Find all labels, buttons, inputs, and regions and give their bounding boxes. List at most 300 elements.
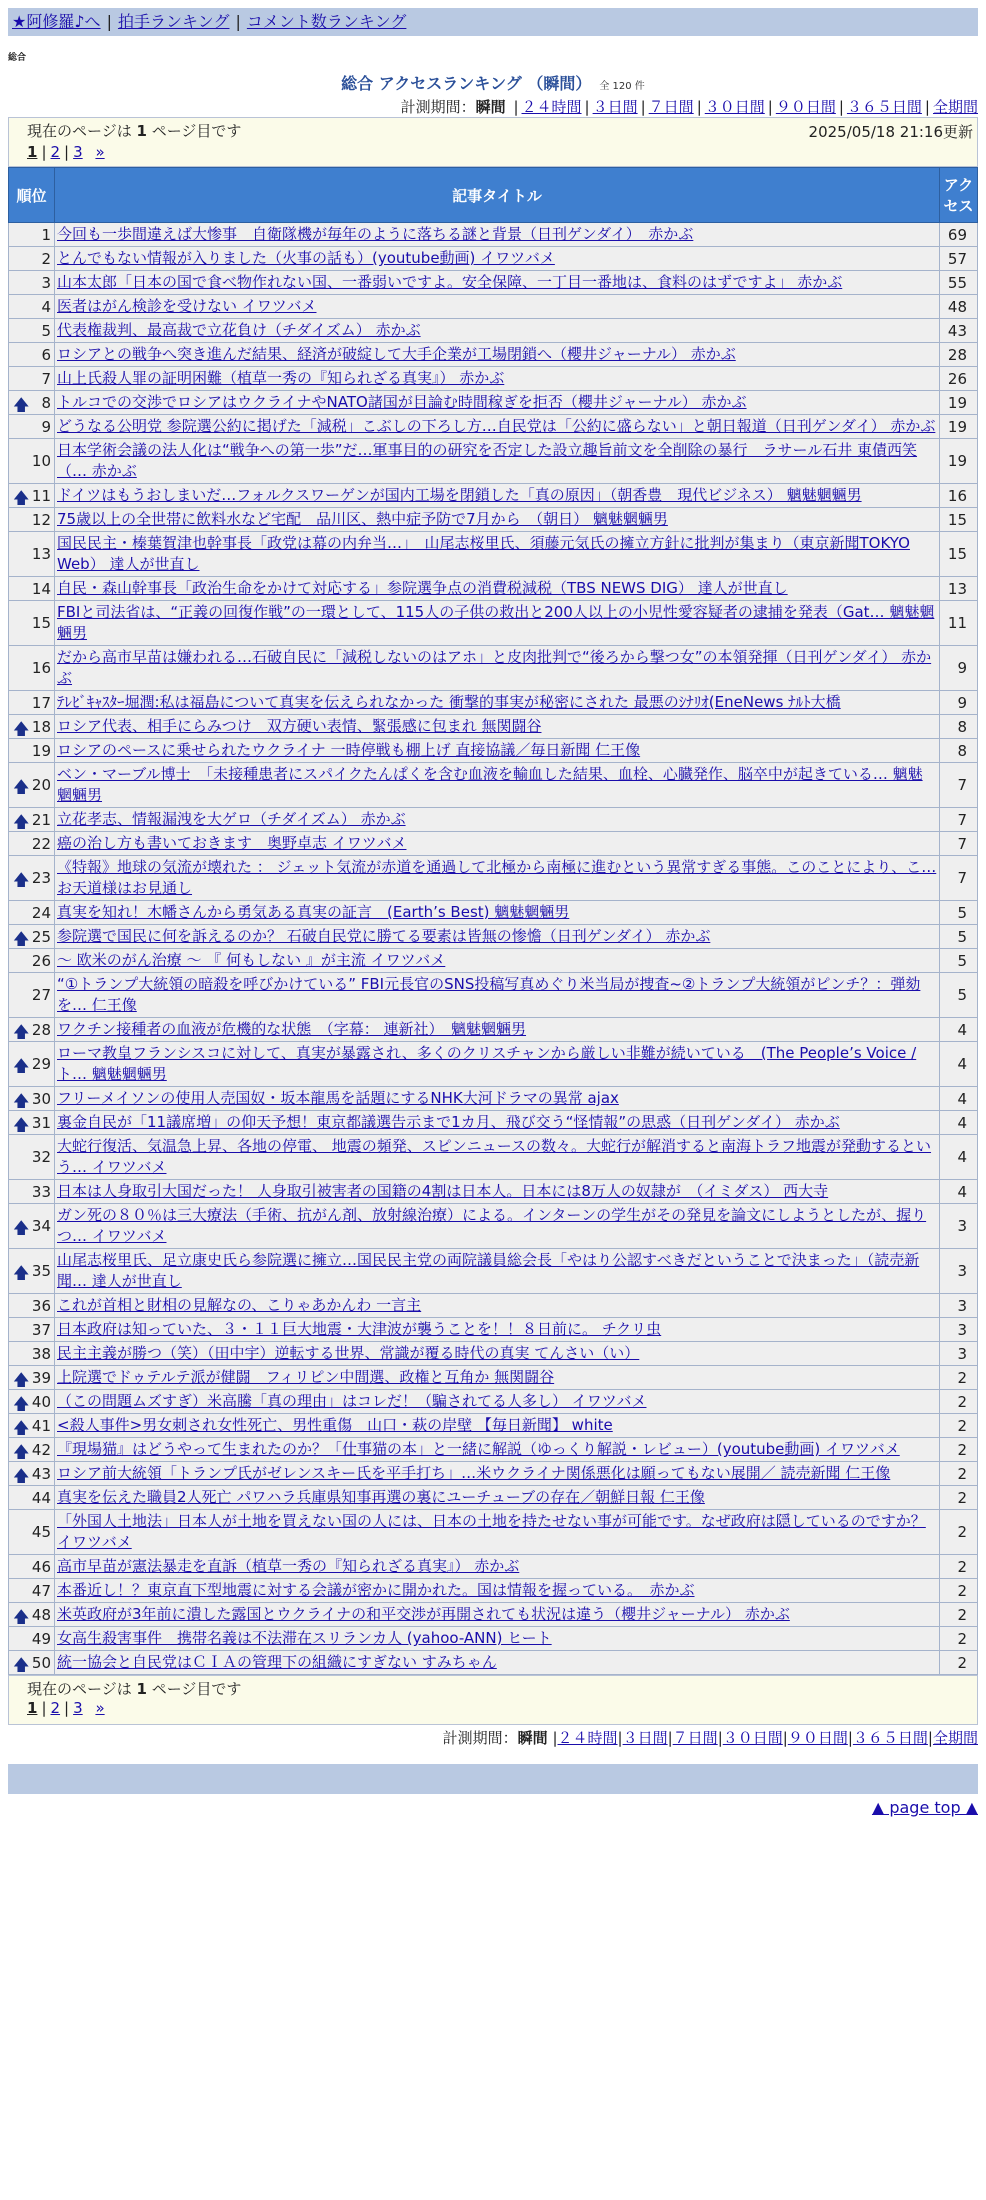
pager <box>27 143 977 161</box>
access-count: 2 <box>940 1603 978 1627</box>
rank-cell <box>9 715 55 739</box>
up-arrow-icon: 🡅 <box>13 1090 30 1110</box>
article-link[interactable]: 統一協会と自民党はＣＩＡの管理下の組織にすぎない すみちゃん <box>57 1653 497 1671</box>
rank-cell <box>9 439 55 484</box>
article-link[interactable]: ﾃﾚﾋﾞｷｬｽﾀｰ堀潤:私は福島について真実を伝えられなかった 衝撃的事実が秘密にされた 最悪のｼﾅﾘｵ(EneNews ﾅﾙﾄ大橋 <box>57 693 841 711</box>
up-arrow-icon: 🡅 <box>13 1114 30 1134</box>
rank-cell <box>9 577 55 601</box>
pager-separator: | <box>41 1699 47 1717</box>
rank-cell <box>9 1390 55 1414</box>
pager-separator: | <box>64 143 70 161</box>
rank-cell <box>9 1627 55 1651</box>
up-arrow-icon: 🡅 <box>13 1369 30 1389</box>
rank-cell <box>9 1180 55 1204</box>
table-row <box>9 415 978 439</box>
rank-number: 12 <box>31 510 51 529</box>
article-link[interactable]: どうなる公明党 参院選公約に掲げた「減税」こぶしの下ろし方…自民党は「公約に盛らない」と朝日報道（日刊ゲンダイ） 赤かぶ <box>57 417 936 435</box>
access-count: 26 <box>940 367 978 391</box>
title-cell <box>55 415 940 439</box>
table-row <box>9 1462 978 1486</box>
pager-link[interactable]: 2 <box>50 1699 61 1717</box>
period-link[interactable]: ２４時間 <box>521 98 582 116</box>
title-cell <box>55 739 940 763</box>
article-link[interactable]: 医者はがん検診を受けない イワツバメ <box>57 297 317 315</box>
pager-bottom <box>27 1699 977 1717</box>
title-cell <box>55 1180 940 1204</box>
article-link[interactable]: <殺人事件>男女刺され女性死亡、男性重傷 山口・萩の岸壁 【毎日新聞】 white <box>57 1416 613 1434</box>
rank-number: 35 <box>31 1262 51 1280</box>
nav-comment-ranking-link[interactable]: コメント数ランキング <box>246 12 407 31</box>
access-count: 3 <box>940 1249 978 1294</box>
access-count: 3 <box>940 1204 978 1249</box>
article-link[interactable]: 大蛇行復活、気温急上昇、各地の停電、 地震の頻発、スピンニュースの数々。大蛇行が解消すると南海トラフ地震が発動するという… イワツバメ <box>57 1137 932 1176</box>
period-link[interactable]: ３６５日間 <box>846 98 922 116</box>
rank-cell <box>9 808 55 832</box>
page-top-link[interactable]: ▲ page top ▲ <box>871 1798 978 1817</box>
rank-cell <box>9 949 55 973</box>
rank-number: 17 <box>31 693 51 712</box>
access-count: 4 <box>940 1018 978 1042</box>
title-cell <box>55 223 940 247</box>
rank-number: 20 <box>31 776 51 794</box>
article-link[interactable]: 日本は人身取引大国だった！ 人身取引被害者の国籍の4割は日本人。日本には8万人の奴隷が （イミダス） 西大寺 <box>57 1182 829 1200</box>
table-row <box>9 1486 978 1510</box>
up-arrow-icon: 🡅 <box>13 1393 30 1413</box>
rank-cell <box>9 484 55 508</box>
rank-cell <box>9 1486 55 1510</box>
title-cell <box>55 508 940 532</box>
article-link[interactable]: 〜 欧米のがん治療 〜 『 何もしない 』が主流 イワツバメ <box>57 951 446 969</box>
rank-cell <box>9 973 55 1018</box>
table-row <box>9 1087 978 1111</box>
title-cell <box>55 832 940 856</box>
article-link[interactable]: 国民民主・榛葉賀津也幹事長「政党は幕の内弁当…」 山尾志桜里氏、須藤元気氏の擁立方針に批判が集まり（東京新聞TOKYO Web） 達人が世直し <box>57 534 910 573</box>
rank-number: 31 <box>31 1113 51 1132</box>
pager-current: 1 <box>27 1699 38 1717</box>
title-cell <box>55 925 940 949</box>
title-cell <box>55 271 940 295</box>
article-link[interactable]: ロシアのペースに乗せられたウクライナ 一時停戦も棚上げ 直接協議／毎日新聞 仁王像 <box>57 741 641 759</box>
rank-cell <box>9 1462 55 1486</box>
title-cell <box>55 391 940 415</box>
article-link[interactable]: 本番近し！？東京直下型地震に対する会議が密かに開かれた。国は情報を握っている。 赤かぶ <box>57 1581 695 1599</box>
article-link[interactable]: とんでもない情報が入りました（火事の話も）(youtube動画) イワツバメ <box>57 249 555 267</box>
period-separator: | <box>924 98 930 116</box>
access-count: 5 <box>940 949 978 973</box>
table-header-row <box>9 168 978 223</box>
rank-number: 24 <box>31 903 51 922</box>
period-link[interactable]: ３日間 <box>592 98 638 116</box>
article-link[interactable]: ロシア代表、相手にらみつけ 双方硬い表情、緊張感に包まれ 無関闘谷 <box>57 717 542 735</box>
article-link[interactable]: （この問題ムズすぎ）米高騰「真の理由」はコレだ！（騙されてる人多し） イワツバメ <box>57 1392 647 1410</box>
access-count: 5 <box>940 901 978 925</box>
rank-cell <box>9 646 55 691</box>
up-arrow-icon: 🡅 <box>13 928 30 948</box>
rank-number: 28 <box>31 1020 51 1039</box>
rank-cell <box>9 601 55 646</box>
rank-number: 9 <box>41 417 51 436</box>
pager-link[interactable]: 2 <box>50 143 61 161</box>
rank-cell <box>9 1438 55 1462</box>
access-count: 4 <box>940 1042 978 1087</box>
article-link[interactable]: 《特報》地球の気流が壊れた ： ジェット気流が赤道を通過して北極から南極に進むという異常すぎる事態。このことにより、こ… お天道様はお見通し <box>57 858 937 897</box>
title-cell <box>55 1042 940 1087</box>
title-cell <box>55 601 940 646</box>
rank-cell <box>9 925 55 949</box>
period-selector <box>8 96 978 117</box>
rank-cell <box>9 1135 55 1180</box>
rank-cell <box>9 1204 55 1249</box>
up-arrow-icon: 🡅 <box>13 1263 30 1282</box>
title-cell <box>55 1627 940 1651</box>
article-link[interactable]: 山上氏殺人罪の証明困難（植草一秀の『知られざる真実』） 赤かぶ <box>57 369 505 387</box>
article-link[interactable]: フリーメイソンの使用人売国奴・坂本龍馬を話題にするNHK大河ドラマの異常 ajax <box>57 1089 619 1107</box>
access-count: 2 <box>940 1486 978 1510</box>
table-row <box>9 1204 978 1249</box>
table-row <box>9 508 978 532</box>
pager-spacer <box>87 1699 92 1717</box>
access-count: 43 <box>940 319 978 343</box>
article-link[interactable]: 日本学術会議の法人化は“戦争への第一歩”だ…軍事目的の研究を否定した設立趣旨前文を全削除の暴行 ラサール石井 東債西笑（… 赤かぶ <box>57 441 918 480</box>
access-count: 5 <box>940 925 978 949</box>
title-cell <box>55 1486 940 1510</box>
pager-next-link[interactable]: » <box>95 143 105 161</box>
article-link[interactable]: ロシア前大統領「トランプ氏がゼレンスキー氏を平手打ち」…米ウクライナ関係悪化は願ってもない展開／ 読売新聞 仁王像 <box>57 1464 891 1482</box>
title-cell <box>55 532 940 577</box>
table-row <box>9 1042 978 1087</box>
table-row <box>9 367 978 391</box>
title-cell <box>55 949 940 973</box>
ranking-table <box>8 167 978 1675</box>
access-count: 4 <box>940 1111 978 1135</box>
article-link[interactable]: “①トランプ大統領の暗殺を呼びかけている” FBI元長官のSNS投稿写真めぐり米当局が捜査~②トランプ大統領がピンチ？：弾劾を… 仁王像 <box>57 975 921 1014</box>
title-cell <box>55 343 940 367</box>
article-link[interactable]: 日本政府は知っていた、３・１１巨大地震・大津波が襲うことを！！８日前に。 チクリ虫 <box>57 1320 662 1338</box>
table-row <box>9 973 978 1018</box>
access-count: 3 <box>940 1294 978 1318</box>
rank-number: 8 <box>41 393 51 412</box>
top-nav-bar: ★阿修羅♪へ | 拍手ランキング | コメント数ランキング <box>8 8 978 36</box>
period-separator: | <box>782 1729 788 1747</box>
title-cell <box>55 1135 940 1180</box>
title-cell <box>55 1390 940 1414</box>
period-link[interactable]: ３日間 <box>622 1729 668 1747</box>
article-link[interactable]: 立花孝志、情報漏洩を大ゲロ（チダイズム） 赤かぶ <box>57 810 406 828</box>
period-link[interactable]: ９０日間 <box>787 1729 848 1747</box>
period-separator: | <box>767 98 773 116</box>
bottom-bar <box>8 1764 978 1794</box>
access-count: 7 <box>940 832 978 856</box>
access-count: 7 <box>940 856 978 901</box>
rank-number: 7 <box>41 369 51 388</box>
rank-cell <box>9 763 55 808</box>
table-row <box>9 925 978 949</box>
up-arrow-icon: 🡅 <box>13 718 30 738</box>
rank-cell <box>9 856 55 901</box>
pager-spacer <box>87 143 92 161</box>
rank-cell <box>9 1111 55 1135</box>
article-link[interactable]: 癌の治し方も書いておきます 奥野卓志 イワツバメ <box>57 834 407 852</box>
table-row <box>9 532 978 577</box>
table-row <box>9 691 978 715</box>
rank-number: 38 <box>31 1344 51 1363</box>
pager-separator: | <box>64 1699 70 1717</box>
rank-number: 32 <box>31 1148 51 1166</box>
rank-cell <box>9 1087 55 1111</box>
pager-next-link[interactable]: » <box>95 1699 105 1717</box>
updated-timestamp: 2025/05/18 21:16更新 <box>808 123 973 141</box>
rank-number: 46 <box>31 1557 51 1576</box>
up-arrow-icon: 🡅 <box>13 811 30 831</box>
table-row <box>9 901 978 925</box>
table-row <box>9 646 978 691</box>
up-arrow-icon: 🡅 <box>13 1056 30 1075</box>
article-link[interactable]: 裏金自民が「11議席増」の仰天予想！東京都議選告示まで1カ月、飛び交う“怪情報”の思惑（日刊ゲンダイ） 赤かぶ <box>57 1113 840 1131</box>
article-link[interactable]: これが首相と財相の見解なの、こりゃあかんわ 一言主 <box>57 1296 422 1314</box>
rank-number: 23 <box>31 869 51 887</box>
table-row <box>9 1627 978 1651</box>
title-cell <box>55 1294 940 1318</box>
title-cell <box>55 247 940 271</box>
table-row <box>9 439 978 484</box>
title-cell <box>55 973 940 1018</box>
article-link[interactable]: 75歳以上の全世帯に飲料水など宅配 品川区、熱中症予防で7月から （朝日） 魑魅魍魎男 <box>57 510 668 528</box>
rank-cell <box>9 343 55 367</box>
period-separator: | <box>667 1729 673 1747</box>
article-link[interactable]: ワクチン接種者の血液が危機的な状態 （字幕： 連新社） 魑魅魍魎男 <box>57 1020 527 1038</box>
rank-number: 6 <box>41 345 51 364</box>
rank-number: 45 <box>31 1523 51 1541</box>
period-link[interactable]: 全期間 <box>932 98 978 116</box>
rank-number: 18 <box>31 717 51 736</box>
access-count: 2 <box>940 1390 978 1414</box>
title-cell <box>55 1579 940 1603</box>
title-cell <box>55 1555 940 1579</box>
article-link[interactable]: 「外国人土地法」日本人が土地を買えない国の人には、日本の土地を持たせない事が可能です。なぜ政府は隠しているのですか？ イワツバメ <box>57 1512 926 1551</box>
title-cell <box>55 691 940 715</box>
period-selector-bottom: 計測期間：瞬間 |２４時間|３日間|７日間|３０日間|９０日間|３６５日間|全期間 <box>442 1729 978 1747</box>
access-count: 8 <box>940 715 978 739</box>
access-count: 8 <box>940 739 978 763</box>
pager-separator: | <box>41 143 47 161</box>
rank-number: 22 <box>31 834 51 853</box>
access-count: 19 <box>940 439 978 484</box>
table-row <box>9 391 978 415</box>
rank-number: 43 <box>31 1464 51 1483</box>
up-arrow-icon: 🡅 <box>13 1021 30 1041</box>
access-count: 2 <box>940 1651 978 1675</box>
pager-link[interactable]: 3 <box>73 143 83 161</box>
article-link[interactable]: 民主主義が勝つ（笑）（田中宇）逆転する世界、常識が覆る時代の真実 てんさい（い） <box>57 1344 640 1362</box>
table-row <box>9 343 978 367</box>
title-cell <box>55 1204 940 1249</box>
article-link[interactable]: 今回も一歩間違えば大惨事 自衛隊機が毎年のように落ちる謎と背景（日刊ゲンダイ） 赤かぶ <box>57 225 694 243</box>
rank-cell <box>9 295 55 319</box>
article-link[interactable]: 米英政府が3年前に潰した露国とウクライナの和平交渉が再開されても状況は違う（櫻井ジャーナル） 赤かぶ <box>57 1605 790 1623</box>
up-arrow-icon: 🡅 <box>13 1441 30 1461</box>
rank-number: 1 <box>41 225 51 244</box>
access-count: 48 <box>940 295 978 319</box>
up-arrow-icon: 🡅 <box>13 1654 30 1674</box>
article-link[interactable]: だから高市早苗は嫌われる…石破自民に「減税しないのはアホ」と皮肉批判で“後ろから撃つ女”の本領発揮（日刊ゲンダイ） 赤かぶ <box>57 648 932 687</box>
period-separator: | <box>838 98 844 116</box>
title-cell <box>55 763 940 808</box>
rank-number: 40 <box>31 1392 51 1411</box>
article-link[interactable]: 山尾志桜里氏、足立康史氏ら参院選に擁立…国民民主党の両院議員総会長「やはり公認すべきだということで決まった」（読売新聞… 達人が世直し <box>57 1251 920 1290</box>
period-separator: | <box>552 1729 558 1747</box>
period-separator: | <box>617 1729 623 1747</box>
rank-cell <box>9 739 55 763</box>
table-row <box>9 223 978 247</box>
title-cell <box>55 646 940 691</box>
up-arrow-icon: 🡅 <box>13 1465 30 1485</box>
period-link[interactable]: ７日間 <box>648 98 694 116</box>
article-link[interactable]: ドイツはもうおしまいだ…フォルクスワーゲンが国内工場を閉鎖した「真の原因」（朝香豊 現代ビジネス） 魑魅魍魎男 <box>57 486 862 504</box>
access-count: 55 <box>940 271 978 295</box>
article-link[interactable]: 『現場猫』はどうやって生まれたのか？「仕事猫の本」と一緒に解説（ゆっくり解説・レビュー）(youtube動画) イワツバメ <box>57 1440 900 1458</box>
period-separator: | <box>513 98 519 116</box>
access-count: 7 <box>940 808 978 832</box>
article-link[interactable]: ロシアとの戦争へ突き進んだ結果、経済が破綻して大手企業が工場閉鎖へ（櫻井ジャーナル） 赤かぶ <box>57 345 736 363</box>
article-link[interactable]: ローマ教皇フランシスコに対して、真実が暴露され、多くのクリスチャンから厳しい非難が続いている (The People’s Voice / ト… 魑魅魍魎男 <box>57 1044 917 1083</box>
rank-number: 26 <box>31 951 51 970</box>
title-cell <box>55 808 940 832</box>
rank-number: 21 <box>31 810 51 829</box>
rank-number: 13 <box>31 545 51 563</box>
rank-cell <box>9 1414 55 1438</box>
article-link[interactable]: 上院選でドゥテルテ派が健闘 フィリピン中間選、政権と互角か 無関闘谷 <box>57 1368 555 1386</box>
rank-number: 44 <box>31 1488 51 1507</box>
pager-link[interactable]: 3 <box>73 1699 83 1717</box>
table-row <box>9 1018 978 1042</box>
rank-cell <box>9 691 55 715</box>
access-count: 69 <box>940 223 978 247</box>
page-number: 1 <box>136 122 147 140</box>
access-count: 9 <box>940 691 978 715</box>
table-row <box>9 1135 978 1180</box>
period-link[interactable]: 全期間 <box>932 1729 978 1747</box>
nav-home-link[interactable]: ★阿修羅♪へ <box>12 12 101 31</box>
table-row <box>9 1510 978 1555</box>
up-arrow-icon: 🡅 <box>13 1606 30 1626</box>
table-row <box>9 832 978 856</box>
title-cell <box>55 295 940 319</box>
rank-number: 5 <box>41 321 51 340</box>
up-arrow-icon: 🡅 <box>13 777 30 796</box>
rank-number: 37 <box>31 1320 51 1339</box>
article-link[interactable]: 山本太郎「日本の国で食べ物作れない国、一番弱いですよ。安全保障、一丁目一番地は、食料のはずですよ」 赤かぶ <box>57 273 843 291</box>
rank-number: 16 <box>31 659 51 677</box>
article-link[interactable]: 真実を知れ！木幡さんから勇気ある真実の証言 (Earth’s Best) 魑魅魍魎男 <box>57 903 570 921</box>
access-count: 4 <box>940 1180 978 1204</box>
rank-number: 42 <box>31 1440 51 1459</box>
period-link[interactable]: ３６５日間 <box>852 1729 928 1747</box>
rank-number: 36 <box>31 1296 51 1315</box>
period-link[interactable]: ９０日間 <box>775 98 836 116</box>
up-arrow-icon: 🡅 <box>13 487 30 507</box>
access-count: 2 <box>940 1579 978 1603</box>
title-cell <box>55 1111 940 1135</box>
rank-cell <box>9 1555 55 1579</box>
table-row <box>9 1651 978 1675</box>
up-arrow-icon: 🡅 <box>13 1417 30 1437</box>
article-link[interactable]: 高市早苗が憲法暴走を直訴（植草一秀の『知られざる真実』） 赤かぶ <box>57 1557 520 1575</box>
rank-number: 27 <box>31 986 51 1004</box>
article-link[interactable]: 真実を伝えた職員2人死亡 パワハラ兵庫県知事再選の裏にユーチューブの存在／朝鮮日報 仁王像 <box>57 1488 705 1506</box>
period-link[interactable]: ３０日間 <box>704 98 765 116</box>
access-count: 7 <box>940 763 978 808</box>
table-row <box>9 1555 978 1579</box>
rank-number: 41 <box>31 1416 51 1435</box>
rank-number: 19 <box>31 741 51 760</box>
title-cell <box>55 1414 940 1438</box>
article-link[interactable]: 代表権裁判、最高裁で立花負け（チダイズム） 赤かぶ <box>57 321 421 339</box>
rank-cell <box>9 223 55 247</box>
page-title <box>8 71 978 94</box>
title-cell <box>55 1318 940 1342</box>
access-count: 2 <box>940 1510 978 1555</box>
article-link[interactable]: 参院選で国民に何を訴えるのか？ 石破自民党に勝てる要素は皆無の惨憺（日刊ゲンダイ） 赤かぶ <box>57 927 711 945</box>
table-row <box>9 1249 978 1294</box>
period-separator: | <box>640 98 646 116</box>
rank-number: 11 <box>31 486 51 505</box>
table-row <box>9 763 978 808</box>
title-cell <box>55 1018 940 1042</box>
title-cell <box>55 1462 940 1486</box>
rank-cell <box>9 532 55 577</box>
table-row <box>9 247 978 271</box>
total-count: 全 120 件 <box>599 81 645 92</box>
article-link[interactable]: FBIと司法省は、“正義の回復作戦”の一環として、115人の子供の救出と200人以上の小児性愛容疑者の逮捕を発表（Gat… 魑魅魍魎男 <box>57 603 935 642</box>
access-count: 5 <box>940 973 978 1018</box>
rank-number: 47 <box>31 1581 51 1600</box>
rank-cell <box>9 247 55 271</box>
table-row <box>9 1603 978 1627</box>
article-link[interactable]: 自民・森山幹事長「政治生命をかけて対応する」参院選争点の消費税減税（TBS NEWS DIG） 達人が世直し <box>57 579 788 597</box>
period-link[interactable]: ３０日間 <box>722 1729 783 1747</box>
access-count: 2 <box>940 1462 978 1486</box>
access-count: 28 <box>940 343 978 367</box>
article-link[interactable]: ガン死の８０％は三大療法（手術、抗がん剤、放射線治療）による。インターンの学生がその発見を論文にしようとしたが、握りつ… イワツバメ <box>57 1206 927 1245</box>
nav-applause-ranking-link[interactable]: 拍手ランキング <box>117 12 230 31</box>
rank-cell <box>9 415 55 439</box>
rank-number: 33 <box>31 1182 51 1201</box>
access-count: 57 <box>940 247 978 271</box>
title-cell <box>55 715 940 739</box>
page-info-bottom: 現在のページは 1 ページ目です <box>27 1680 242 1698</box>
period-link[interactable]: ７日間 <box>672 1729 718 1747</box>
article-link[interactable]: 女高生殺害事件 携帯名義は不法滞在スリランカ人 (yahoo-ANN) ヒート <box>57 1629 552 1647</box>
access-count: 11 <box>940 601 978 646</box>
title-cell <box>55 577 940 601</box>
access-count: 4 <box>940 1087 978 1111</box>
article-link[interactable]: ベン・マーブル博士 「未接種患者にスパイクたんぱくを含む血液を輸血した結果、血栓、心臓発作、脳卒中が起きている… 魑魅魍魎男 <box>57 765 923 804</box>
access-count: 13 <box>940 577 978 601</box>
page-info-box <box>8 117 978 167</box>
access-count: 2 <box>940 1366 978 1390</box>
rank-cell <box>9 1603 55 1627</box>
table-row <box>9 577 978 601</box>
access-count: 19 <box>940 391 978 415</box>
table-row <box>9 715 978 739</box>
access-count: 19 <box>940 415 978 439</box>
period-link[interactable]: ２４時間 <box>557 1729 618 1747</box>
period-label: 計測期間： <box>400 98 476 116</box>
rank-cell <box>9 391 55 415</box>
page-info-box-bottom <box>8 1675 978 1725</box>
article-link[interactable]: トルコでの交渉でロシアはウクライナやNATO諸国が目論む時間稼ぎを拒否（櫻井ジャーナル） 赤かぶ <box>57 393 747 411</box>
table-row <box>9 484 978 508</box>
